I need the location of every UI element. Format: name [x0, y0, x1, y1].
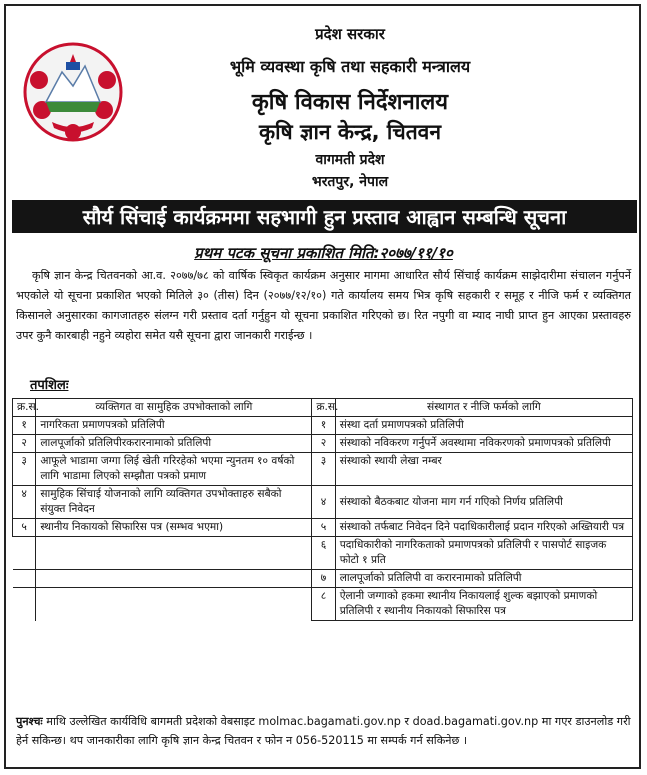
table-cell-empty	[36, 570, 312, 588]
postscript-text: माथि उल्लेखित कार्यविधि बागमती प्रदेशको वेबसाइट molmac.bagamati.gov.np र doad.bagamati.gov.np मा गएर डाउनलोड गरी हेर्न सकिन्छ। थप जानकारीका लागि कृषि ज्ञान केन्द्र चितवन र फोन न 056-520115 मा सम्पर्क गर्न सकिनेछ ।	[16, 715, 631, 747]
table-cell: सामुहिक सिंचाई योजनाको लागि व्यक्तिगत उपभोक्ताहरु सबैको संयुक्त निवेदन	[36, 486, 312, 519]
table-row	[13, 453, 633, 486]
table-cell: लालपूर्जाको प्रतिलिपीरकरारनामाको प्रतिलिपी	[36, 435, 312, 453]
table-header-row	[13, 399, 633, 417]
table-cell: आफूले भाडामा जग्गा लिई खेती गरिरहेको भएमा न्युनतम १० वर्षको लागि भाडामा लिएको सम्झौता पत्रको प्रमाण	[36, 453, 312, 486]
table-row	[13, 486, 633, 519]
requirements-table	[12, 398, 633, 621]
table-cell: संस्था दर्ता प्रमाणपत्रको प्रतिलिपी	[335, 417, 632, 435]
nepal-government-emblem-icon	[22, 40, 124, 144]
table-cell: ४	[312, 486, 335, 519]
details-label: तपशिलः	[30, 378, 69, 393]
table-cell: ५	[13, 519, 36, 537]
table-cell: लालपूर्जाको प्रतिलिपी वा करारनामाको प्रतिलिपी	[335, 570, 632, 588]
table-cell: ६	[312, 537, 335, 570]
col-header-institution: संस्थागत र नीजि फर्मको लागि	[335, 399, 632, 417]
table-cell: नागरिकता प्रमाणपत्रको प्रतिलिपी	[36, 417, 312, 435]
postscript-note	[16, 712, 631, 750]
table-cell-empty	[36, 588, 312, 621]
table-cell: ५	[312, 519, 335, 537]
table-cell: पदाधिकारीको नागरिकताको प्रमाणपत्रको प्रतिलिपी र पासपोर्ट साइजक फोटो १ प्रति	[335, 537, 632, 570]
ministry-name: भूमि व्यवस्था कृषि तथा सहकारी मन्त्रालय	[229, 57, 471, 76]
province-government-heading: प्रदेश सरकार	[315, 25, 385, 43]
table-cell: ३	[13, 453, 36, 486]
postscript-label: पुनश्चः	[16, 715, 43, 728]
table-row	[13, 570, 633, 588]
publish-date: प्रथम पटक सूचना प्रकाशित मिति:२०७७/११/१०	[194, 244, 453, 262]
table-cell: ८	[312, 588, 335, 621]
table-row	[13, 537, 633, 570]
table-cell: संस्थाको नविकरण गर्नुपर्ने अवस्थामा नविकरणको प्रमाणपत्रको प्रतिलिपी	[335, 435, 632, 453]
table-row	[13, 519, 633, 537]
notice-body-paragraph: कृषि ज्ञान केन्द्र चितवनको आ.व. २०७७/७८ को वार्षिक स्विकृत कार्यक्रम अनुसार मागमा आधारित सौर्य सिंचाई कार्यक्रम साझेदारीमा संचालन गर्नुपर्ने भएकोले यो सूचना प्रकाशित भएको मितिले ३० (तीस) दिन (२०७७/१२/१०) गते कार्यालय समय भित्र कृषि सहकारी र समूह र नीजि फर्म र व्यक्तिगत किसानले अनुसारका कागजातहरु संलग्न गरी प्रस्ताव दर्ता गर्नुहुन यो सूचना प्रकाशित गरिएको छ। रित नपुगी वा म्याद नाघी प्राप्त हुन आएका प्रस्तावहरु उपर कुनै कारबाही नहुने व्यहोरा समेत यसै सूचना द्वारा जानकारी गराईन्छ ।	[16, 269, 631, 342]
office-location: भरतपुर, नेपाल	[311, 174, 389, 190]
table-cell: संस्थाको तर्फबाट निवेदन दिने पदाधिकारीलाई प्रदान गरिएको अख्तियारी पत्र	[335, 519, 632, 537]
table-row	[13, 417, 633, 435]
col-header-individual: व्यक्तिगत वा सामुहिक उपभोक्ताको लागि	[36, 399, 312, 417]
table-cell: १	[312, 417, 335, 435]
notice-title-banner: सौर्य सिंचाई कार्यक्रममा सहभागी हुन प्रस्ताव आह्वान सम्बन्धि सूचना	[12, 200, 637, 233]
office-name: कृषि ज्ञान केन्द्र, चितवन	[258, 120, 441, 144]
table-cell: ७	[312, 570, 335, 588]
table-cell-empty	[13, 588, 36, 621]
table-cell-empty	[36, 537, 312, 570]
table-cell: ३	[312, 453, 335, 486]
col-header-sn-institution: क्र.स.	[312, 399, 335, 417]
table-row	[13, 435, 633, 453]
table-cell: स्थानीय निकायको सिफारिस पत्र (सम्भव भएमा)	[36, 519, 312, 537]
table-cell-empty	[13, 537, 36, 570]
table-cell: २	[13, 435, 36, 453]
table-row	[13, 588, 633, 621]
table-cell: ऐलानी जग्गाको हकमा स्थानीय निकायलाई शुल्क बझाएको प्रमाणको प्रतिलिपी र स्थानीय निकायको सिफारिस पत्र	[335, 588, 632, 621]
table-cell: संस्थाको स्थायी लेखा नम्बर	[335, 453, 632, 486]
table-cell: ४	[13, 486, 36, 519]
table-cell: १	[13, 417, 36, 435]
table-cell: २	[312, 435, 335, 453]
province-name: वागमती प्रदेश	[315, 152, 385, 168]
table-cell: संस्थाको बैठकबाट योजना माग गर्न गएिको निर्णय प्रतिलिपी	[335, 486, 632, 519]
table-cell-empty	[13, 570, 36, 588]
col-header-sn-individual: क्र.स.	[13, 399, 36, 417]
directorate-name: कृषि विकास निर्देशनालय	[251, 90, 449, 115]
